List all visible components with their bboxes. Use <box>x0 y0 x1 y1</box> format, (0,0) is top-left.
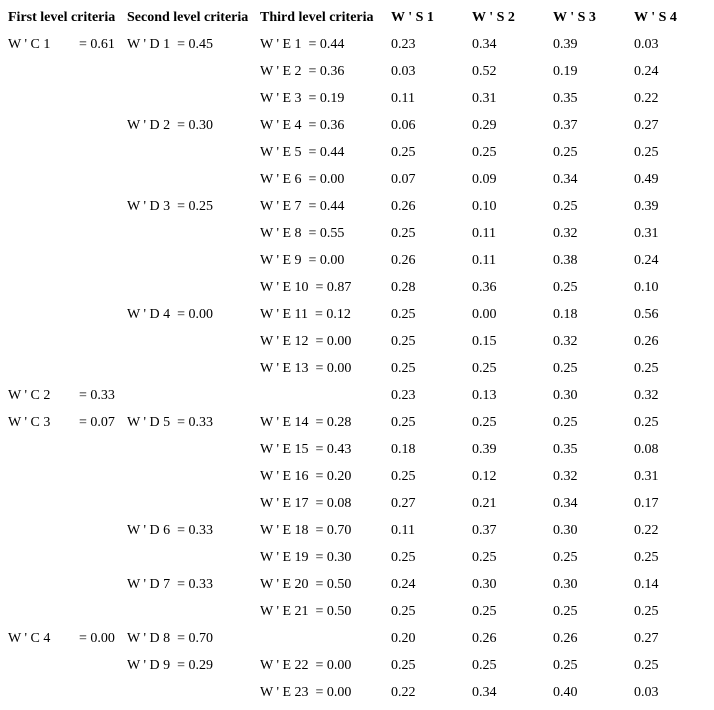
third-level-criterion: W ' E 1 = 0.44 <box>260 37 345 52</box>
s1-value: 0.18 <box>391 442 416 457</box>
s1-value: 0.22 <box>391 685 416 700</box>
s1-value: 0.26 <box>391 253 416 268</box>
s2-value: 0.25 <box>472 550 497 565</box>
third-level-criterion: W ' E 18 = 0.70 <box>260 523 352 538</box>
s2-value: 0.37 <box>472 523 497 538</box>
second-level-criterion: W ' D 3 = 0.25 <box>127 199 213 214</box>
header-s1: W ' S 1 <box>391 10 434 25</box>
second-level-criterion: W ' D 7 = 0.33 <box>127 577 213 592</box>
s4-value: 0.31 <box>634 469 659 484</box>
s4-value: 0.26 <box>634 334 659 349</box>
second-level-criterion: W ' D 1 = 0.45 <box>127 37 213 52</box>
s2-value: 0.11 <box>472 226 496 241</box>
third-level-criterion: W ' E 14 = 0.28 <box>260 415 352 430</box>
first-level-criterion: W ' C 2 <box>8 388 51 403</box>
header-first-level: First level criteria <box>8 10 116 25</box>
s3-value: 0.30 <box>553 523 578 538</box>
s3-value: 0.25 <box>553 550 578 565</box>
third-level-criterion: W ' E 17 = 0.08 <box>260 496 352 511</box>
s4-value: 0.25 <box>634 658 659 673</box>
s1-value: 0.25 <box>391 226 416 241</box>
s3-value: 0.34 <box>553 172 578 187</box>
s4-value: 0.27 <box>634 118 659 133</box>
s4-value: 0.03 <box>634 685 659 700</box>
s4-value: 0.56 <box>634 307 659 322</box>
s3-value: 0.25 <box>553 604 578 619</box>
s3-value: 0.25 <box>553 361 578 376</box>
s4-value: 0.17 <box>634 496 659 511</box>
third-level-criterion: W ' E 13 = 0.00 <box>260 361 352 376</box>
s3-value: 0.26 <box>553 631 578 646</box>
s2-value: 0.25 <box>472 145 497 160</box>
s2-value: 0.30 <box>472 577 497 592</box>
s4-value: 0.25 <box>634 361 659 376</box>
s4-value: 0.49 <box>634 172 659 187</box>
s2-value: 0.34 <box>472 37 497 52</box>
third-level-criterion: W ' E 3 = 0.19 <box>260 91 345 106</box>
s3-value: 0.32 <box>553 469 578 484</box>
s1-value: 0.26 <box>391 199 416 214</box>
s4-value: 0.25 <box>634 145 659 160</box>
s2-value: 0.00 <box>472 307 497 322</box>
s1-value: 0.27 <box>391 496 416 511</box>
s1-value: 0.23 <box>391 37 416 52</box>
third-level-criterion: W ' E 16 = 0.20 <box>260 469 352 484</box>
s2-value: 0.25 <box>472 658 497 673</box>
s4-value: 0.24 <box>634 253 659 268</box>
third-level-criterion: W ' E 22 = 0.00 <box>260 658 352 673</box>
third-level-criterion: W ' E 7 = 0.44 <box>260 199 345 214</box>
header-third-level: Third level criteria <box>260 10 374 25</box>
s4-value: 0.03 <box>634 37 659 52</box>
s2-value: 0.25 <box>472 604 497 619</box>
third-level-criterion: W ' E 10 = 0.87 <box>260 280 352 295</box>
s1-value: 0.06 <box>391 118 416 133</box>
first-level-weight: = 0.07 <box>79 415 115 430</box>
s2-value: 0.26 <box>472 631 497 646</box>
s3-value: 0.39 <box>553 37 578 52</box>
s4-value: 0.25 <box>634 604 659 619</box>
s1-value: 0.25 <box>391 658 416 673</box>
first-level-weight: = 0.61 <box>79 37 115 52</box>
s3-value: 0.25 <box>553 199 578 214</box>
s1-value: 0.24 <box>391 577 416 592</box>
s1-value: 0.28 <box>391 280 416 295</box>
s3-value: 0.34 <box>553 496 578 511</box>
s2-value: 0.13 <box>472 388 497 403</box>
s1-value: 0.23 <box>391 388 416 403</box>
s2-value: 0.15 <box>472 334 497 349</box>
third-level-criterion: W ' E 8 = 0.55 <box>260 226 345 241</box>
second-level-criterion: W ' D 5 = 0.33 <box>127 415 213 430</box>
s1-value: 0.11 <box>391 523 415 538</box>
s3-value: 0.37 <box>553 118 578 133</box>
first-level-criterion: W ' C 3 <box>8 415 51 430</box>
s4-value: 0.22 <box>634 91 659 106</box>
second-level-criterion: W ' D 9 = 0.29 <box>127 658 213 673</box>
first-level-weight: = 0.00 <box>79 631 115 646</box>
s3-value: 0.38 <box>553 253 578 268</box>
s3-value: 0.30 <box>553 388 578 403</box>
s2-value: 0.25 <box>472 361 497 376</box>
s4-value: 0.14 <box>634 577 659 592</box>
s1-value: 0.25 <box>391 469 416 484</box>
s4-value: 0.32 <box>634 388 659 403</box>
s2-value: 0.25 <box>472 415 497 430</box>
s3-value: 0.32 <box>553 334 578 349</box>
s3-value: 0.25 <box>553 280 578 295</box>
s1-value: 0.25 <box>391 604 416 619</box>
s2-value: 0.29 <box>472 118 497 133</box>
s2-value: 0.10 <box>472 199 497 214</box>
third-level-criterion: W ' E 4 = 0.36 <box>260 118 345 133</box>
s4-value: 0.10 <box>634 280 659 295</box>
s1-value: 0.11 <box>391 91 415 106</box>
s1-value: 0.25 <box>391 145 416 160</box>
s1-value: 0.25 <box>391 415 416 430</box>
s2-value: 0.12 <box>472 469 497 484</box>
s3-value: 0.40 <box>553 685 578 700</box>
third-level-criterion: W ' E 5 = 0.44 <box>260 145 345 160</box>
first-level-criterion: W ' C 1 <box>8 37 51 52</box>
header-s3: W ' S 3 <box>553 10 596 25</box>
s2-value: 0.11 <box>472 253 496 268</box>
s1-value: 0.20 <box>391 631 416 646</box>
header-s2: W ' S 2 <box>472 10 515 25</box>
s2-value: 0.09 <box>472 172 497 187</box>
s1-value: 0.03 <box>391 64 416 79</box>
third-level-criterion: W ' E 23 = 0.00 <box>260 685 352 700</box>
first-level-criterion: W ' C 4 <box>8 631 51 646</box>
s4-value: 0.22 <box>634 523 659 538</box>
s3-value: 0.25 <box>553 145 578 160</box>
s3-value: 0.35 <box>553 91 578 106</box>
s3-value: 0.35 <box>553 442 578 457</box>
s2-value: 0.52 <box>472 64 497 79</box>
s1-value: 0.25 <box>391 550 416 565</box>
s1-value: 0.25 <box>391 334 416 349</box>
s3-value: 0.25 <box>553 658 578 673</box>
s2-value: 0.21 <box>472 496 497 511</box>
header-s4: W ' S 4 <box>634 10 677 25</box>
s1-value: 0.25 <box>391 361 416 376</box>
s4-value: 0.39 <box>634 199 659 214</box>
second-level-criterion: W ' D 2 = 0.30 <box>127 118 213 133</box>
second-level-criterion: W ' D 4 = 0.00 <box>127 307 213 322</box>
s4-value: 0.27 <box>634 631 659 646</box>
s2-value: 0.31 <box>472 91 497 106</box>
third-level-criterion: W ' E 2 = 0.36 <box>260 64 345 79</box>
s3-value: 0.25 <box>553 415 578 430</box>
third-level-criterion: W ' E 15 = 0.43 <box>260 442 352 457</box>
third-level-criterion: W ' E 11 = 0.12 <box>260 307 351 322</box>
third-level-criterion: W ' E 9 = 0.00 <box>260 253 345 268</box>
s2-value: 0.39 <box>472 442 497 457</box>
third-level-criterion: W ' E 20 = 0.50 <box>260 577 352 592</box>
s2-value: 0.36 <box>472 280 497 295</box>
s3-value: 0.30 <box>553 577 578 592</box>
s3-value: 0.19 <box>553 64 578 79</box>
s4-value: 0.31 <box>634 226 659 241</box>
third-level-criterion: W ' E 6 = 0.00 <box>260 172 345 187</box>
s2-value: 0.34 <box>472 685 497 700</box>
s4-value: 0.08 <box>634 442 659 457</box>
third-level-criterion: W ' E 12 = 0.00 <box>260 334 352 349</box>
s3-value: 0.32 <box>553 226 578 241</box>
second-level-criterion: W ' D 8 = 0.70 <box>127 631 213 646</box>
s4-value: 0.25 <box>634 550 659 565</box>
header-second-level: Second level criteria <box>127 10 249 25</box>
third-level-criterion: W ' E 19 = 0.30 <box>260 550 352 565</box>
s3-value: 0.18 <box>553 307 578 322</box>
s1-value: 0.07 <box>391 172 416 187</box>
s1-value: 0.25 <box>391 307 416 322</box>
s4-value: 0.24 <box>634 64 659 79</box>
first-level-weight: = 0.33 <box>79 388 115 403</box>
second-level-criterion: W ' D 6 = 0.33 <box>127 523 213 538</box>
s4-value: 0.25 <box>634 415 659 430</box>
third-level-criterion: W ' E 21 = 0.50 <box>260 604 352 619</box>
